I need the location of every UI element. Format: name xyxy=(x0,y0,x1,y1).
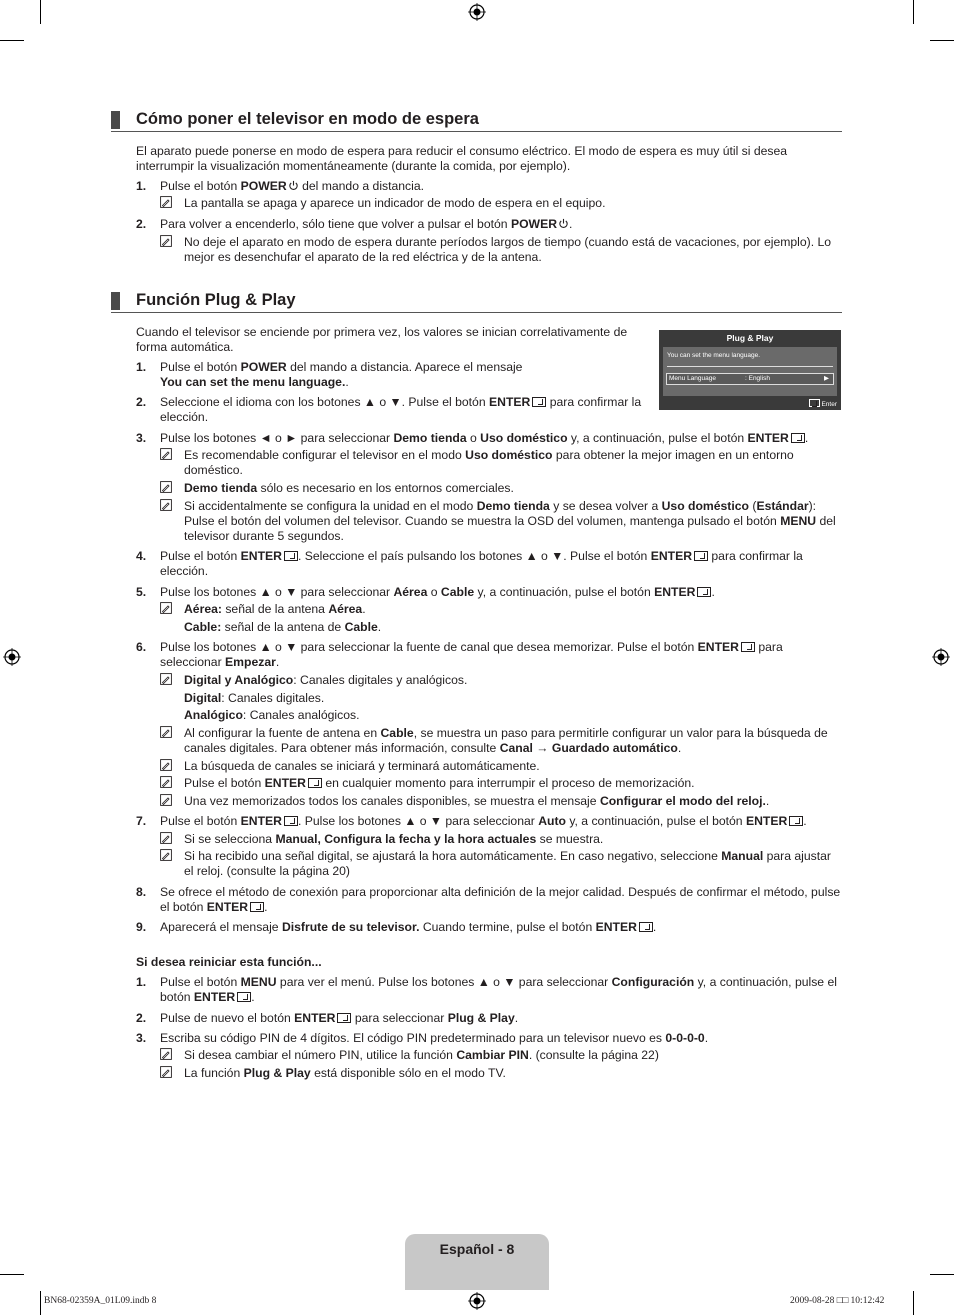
paragraph-intro: Cuando el televisor se enciende por primera vez, los valores se inician correlativamente de forma automática. xyxy=(136,325,628,354)
enter-icon xyxy=(250,902,264,912)
enter-icon xyxy=(284,816,298,826)
step-text: Seleccione el idioma con los botones ▲ o ▼. Pulse el botón ENTER para confirmar la elección. xyxy=(160,395,642,424)
crop-mark xyxy=(40,0,41,24)
step-number: 5. xyxy=(136,585,147,599)
step-text: Se ofrece el método de conexión para proporcionar alta definición de la mejor calidad. Después de confirmar el método, pulse el botón ENTER . xyxy=(160,885,841,914)
note-text: Digital: Canales digitales. xyxy=(184,691,325,705)
step-number: 2. xyxy=(136,395,147,409)
subheading-reset: Si desea reiniciar esta función... xyxy=(136,955,322,969)
note-text: Aérea: señal de la antena Aérea. xyxy=(184,602,366,616)
heading-bar xyxy=(111,111,120,129)
note-icon xyxy=(160,832,172,844)
osd-menu-language-row xyxy=(666,373,834,385)
crop-mark xyxy=(930,40,954,41)
note-icon xyxy=(160,196,172,208)
note-text: Es recomendable configurar el televisor en el modo Uso doméstico para obtener la mejor imagen en un entorno doméstico. xyxy=(184,448,794,477)
power-icon xyxy=(288,180,299,191)
crop-mark xyxy=(40,1291,41,1315)
note-icon xyxy=(160,481,172,493)
osd-footer: Enter xyxy=(807,399,837,408)
step-number: 1. xyxy=(136,179,147,193)
step-text: Pulse los botones ◄ o ► para seleccionar Demo tienda o Uso doméstico y, a continuación, pulse el botón ENTER . xyxy=(160,431,809,445)
note-text: Pulse el botón ENTER en cualquier momento para interrumpir el proceso de memorización. xyxy=(184,776,695,790)
registration-mark-icon xyxy=(468,3,486,21)
note-icon xyxy=(160,499,172,511)
step-text: Pulse el botón ENTER . Seleccione el país pulsando los botones ▲ o ▼. Pulse el botón ENTER para confirmar la elección. xyxy=(160,549,803,578)
registration-mark-icon xyxy=(3,648,21,666)
enter-icon xyxy=(308,778,322,788)
step-text: Para volver a encenderlo, sólo tiene que volver a pulsar el botón POWER . xyxy=(160,217,573,231)
step-number: 9. xyxy=(136,920,147,934)
step-text: Aparecerá el mensaje Disfrute de su televisor. Cuando termine, pulse el botón ENTER . xyxy=(160,920,657,934)
osd-row-label: Menu Language xyxy=(669,375,716,382)
crop-mark xyxy=(0,40,24,41)
section-heading-standby xyxy=(111,109,842,132)
step-text: Pulse el botón POWER del mando a distancia. xyxy=(160,179,425,193)
osd-divider xyxy=(667,366,833,367)
crop-mark xyxy=(913,0,914,24)
power-icon xyxy=(558,218,569,229)
step-text: Escriba su código PIN de 4 dígitos. El código PIN predeterminado para un televisor nuevo es 0-0-0-0. xyxy=(160,1031,709,1045)
print-date-slug: 2009-08-28 □□ 10:12:42 xyxy=(790,1296,885,1306)
note-text: Digital y Analógico: Canales digitales y analógicos. xyxy=(184,673,468,687)
note-icon xyxy=(160,602,172,614)
note-text: Analógico: Canales analógicos. xyxy=(184,708,360,722)
step-number: 7. xyxy=(136,814,147,828)
note-icon xyxy=(160,1048,172,1060)
note-text: Al configurar la fuente de antena en Cable, se muestra un paso para permitirle configurar un valor para la búsqueda de canales digitales. Para obtener más información, consulte Canal → Guardado automático. xyxy=(184,726,828,755)
step-number: 3. xyxy=(136,1031,147,1045)
enter-icon xyxy=(789,816,803,826)
crop-mark xyxy=(913,1291,914,1315)
enter-icon xyxy=(809,399,820,407)
section-title: Cómo poner el televisor en modo de espera xyxy=(136,110,479,128)
note-icon xyxy=(160,794,172,806)
osd-title: Plug & Play xyxy=(726,333,774,343)
note-icon xyxy=(160,673,172,685)
step-text: Pulse de nuevo el botón ENTER para seleccionar Plug & Play. xyxy=(160,1011,519,1025)
enter-icon xyxy=(237,992,251,1002)
section-heading-plug-play xyxy=(111,290,842,313)
osd-message: You can set the menu language. xyxy=(667,352,760,359)
note-text: No deje el aparato en modo de espera durante períodos largos de tiempo (cuando está de vacaciones, por ejemplo). Lo mejor es desenchufar el aparato de la red eléctrica y de la antena. xyxy=(184,235,832,264)
note-text: Si se selecciona Manual, Configura la fecha y la hora actuales se muestra. xyxy=(184,832,604,846)
enter-icon xyxy=(639,922,653,932)
step-number: 1. xyxy=(136,360,147,374)
crop-mark xyxy=(930,1274,954,1275)
step-number: 4. xyxy=(136,549,147,563)
note-text: Si ha recibido una señal digital, se ajustará la hora automáticamente. En caso negativo, seleccione Manual para ajustar el reloj. (consulte la página 20) xyxy=(184,849,831,878)
note-text: Una vez memorizados todos los canales disponibles, se muestra el mensaje Configurar el modo del reloj.. xyxy=(184,794,770,808)
section-title: Función Plug & Play xyxy=(136,291,296,309)
step-number: 3. xyxy=(136,431,147,445)
page-label: Español - 8 xyxy=(439,1241,515,1257)
enter-icon xyxy=(741,642,755,652)
crop-mark xyxy=(0,1274,24,1275)
step-number: 8. xyxy=(136,885,147,899)
note-text: La función Plug & Play está disponible sólo en el modo TV. xyxy=(184,1066,506,1080)
osd-plug-play-screen xyxy=(659,330,841,410)
enter-icon xyxy=(791,433,805,443)
step-text: Pulse el botón MENU para ver el menú. Pulse los botones ▲ o ▼ para seleccionar Configuración y, a continuación, pulse el botón ENTER . xyxy=(160,975,837,1004)
step-text: Pulse el botón ENTER . Pulse los botones ▲ o ▼ para seleccionar Auto y, a continuación, pulse el botón ENTER . xyxy=(160,814,807,828)
enter-icon xyxy=(284,551,298,561)
note-icon xyxy=(160,776,172,788)
osd-row-value: : English xyxy=(745,375,770,382)
enter-icon xyxy=(532,397,546,407)
note-text: Cable: señal de la antena de Cable. xyxy=(184,620,382,634)
note-text: La pantalla se apaga y aparece un indicador de modo de espera en el equipo. xyxy=(184,196,606,210)
step-number: 2. xyxy=(136,1011,147,1025)
registration-mark-icon xyxy=(932,648,950,666)
triangle-right-icon: ▶ xyxy=(824,375,829,382)
paragraph-intro: El aparato puede ponerse en modo de espera para reducir el consumo eléctrico. El modo de espera es muy útil si desea interrumpir la visualización momentáneamente (durante la comida, por ejemplo). xyxy=(136,144,788,173)
note-text: La búsqueda de canales se iniciará y terminará automáticamente. xyxy=(184,759,540,773)
step-number: 1. xyxy=(136,975,147,989)
page-number-tab xyxy=(405,1234,549,1290)
enter-icon xyxy=(694,551,708,561)
note-icon xyxy=(160,726,172,738)
step-number: 2. xyxy=(136,217,147,231)
note-icon xyxy=(160,235,172,247)
enter-icon xyxy=(337,1013,351,1023)
step-number: 6. xyxy=(136,640,147,654)
osd-panel xyxy=(663,347,837,396)
print-file-slug: BN68-02359A_01L09.indb 8 xyxy=(44,1296,157,1306)
step-text: Pulse los botones ▲ o ▼ para seleccionar la fuente de canal que desea memorizar. Pulse el botón ENTER para seleccionar Empezar. xyxy=(160,640,783,669)
enter-icon xyxy=(697,587,711,597)
note-text: Demo tienda sólo es necesario en los entornos comerciales. xyxy=(184,481,514,495)
note-icon xyxy=(160,849,172,861)
note-text: Si accidentalmente se configura la unidad en el modo Demo tienda y se desea volver a Uso doméstico (Estándar): Pulse el botón del volumen del televisor. Cuando se muestra la OSD del volumen, mantenga pulsado el botón MENU del televisor durante 5 segundos. xyxy=(184,499,836,543)
step-text: Pulse el botón POWER del mando a distancia. Aparece el mensaje You can set the menu language.. xyxy=(160,360,523,389)
registration-mark-icon xyxy=(468,1292,486,1310)
note-icon xyxy=(160,448,172,460)
note-icon xyxy=(160,1066,172,1078)
note-icon xyxy=(160,759,172,771)
note-text: Si desea cambiar el número PIN, utilice la función Cambiar PIN. (consulte la página 22) xyxy=(184,1048,659,1062)
heading-bar xyxy=(111,292,120,310)
step-text: Pulse los botones ▲ o ▼ para seleccionar Aérea o Cable y, a continuación, pulse el botón ENTER . xyxy=(160,585,715,599)
